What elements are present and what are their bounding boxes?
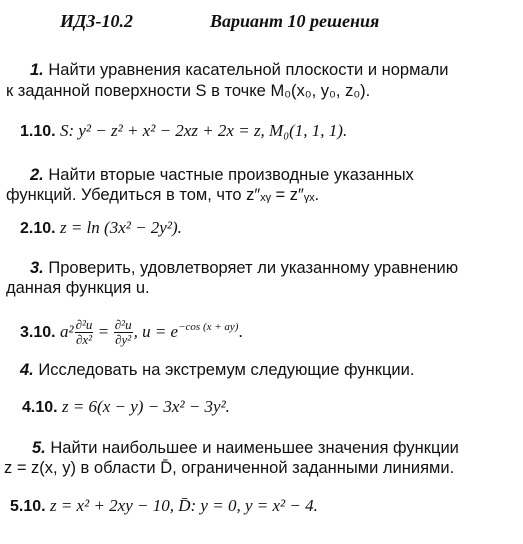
- task3-exponent: −cos (x + ay): [178, 321, 239, 333]
- task5-item-number: 5.10.: [10, 498, 46, 515]
- task3-number: 3.: [30, 259, 44, 277]
- task3-text-line1: Проверить, удовлетворяет ли указанному уравнению: [48, 259, 459, 277]
- doc-code: ИДЗ-10.2: [60, 11, 133, 31]
- task3-text-line2: данная функция u.: [6, 279, 150, 297]
- task4-heading: [20, 360, 414, 380]
- task3-item-number: 3.10.: [20, 323, 56, 341]
- task3-item: [20, 312, 243, 348]
- task5-heading: [32, 438, 459, 458]
- task1-text-line1: Найти уравнения касательной плоскости и нормали: [48, 61, 449, 79]
- task2-heading: [30, 165, 414, 185]
- task2-item: [20, 217, 182, 239]
- task3-frac1-denominator: ∂x²: [75, 332, 93, 348]
- task3-fraction-right: [114, 318, 133, 347]
- task2-number: 2.: [30, 166, 44, 184]
- task3-formula-tail: , u = e: [133, 321, 179, 341]
- task5-text-line1: Найти наибольшее и наименьшее значения функции: [50, 439, 459, 457]
- task2-text-line2: функций. Убедиться в том, что z″ₓᵧ = z″ᵧₓ.: [6, 186, 320, 204]
- task1-number: 1.: [30, 61, 44, 79]
- task5-text-line2: z = z(x, y) в области D̄, ограниченной заданными линиями.: [4, 459, 455, 477]
- task1-item-number: 1.10.: [20, 123, 56, 140]
- task3-coef: a²: [59, 321, 74, 341]
- task5-item: [10, 495, 318, 517]
- task1-text-line2: к заданной поверхности S в точке M₀(x₀, y₀, z₀).: [6, 82, 371, 100]
- task3-frac1-numerator: ∂²u: [75, 317, 93, 333]
- task2-text-line1: Найти вторые частные производные указанных: [48, 166, 414, 184]
- task1-heading: [30, 60, 448, 80]
- task1-item: [20, 120, 347, 142]
- task2-formula: z = ln (3x² − 2y²).: [59, 218, 182, 237]
- task3-period: .: [238, 321, 243, 341]
- task3-fraction-left: [75, 318, 94, 347]
- task3-equals: =: [98, 321, 109, 341]
- task3-heading: [30, 258, 458, 278]
- task3-frac2-denominator: ∂y²: [115, 332, 132, 348]
- task4-number: 4.: [20, 361, 34, 379]
- task2-item-number: 2.10.: [20, 220, 56, 237]
- task1-formula: S: y² − z² + x² − 2xz + 2x = z, M₀(1, 1, 1).: [59, 121, 348, 140]
- task4-formula: z = 6(x − y) − 3x² − 3y².: [61, 397, 230, 416]
- task4-item-number: 4.10.: [22, 399, 58, 416]
- task5-number: 5.: [32, 439, 46, 457]
- task4-item: [22, 396, 230, 418]
- doc-variant: Вариант 10 решения: [210, 11, 380, 31]
- task5-formula: z = x² + 2xy − 10, D̄: y = 0, y = x² − 4.: [49, 496, 318, 515]
- task3-frac2-numerator: ∂²u: [114, 317, 132, 333]
- task4-text-line1: Исследовать на экстремум следующие функции.: [38, 361, 415, 379]
